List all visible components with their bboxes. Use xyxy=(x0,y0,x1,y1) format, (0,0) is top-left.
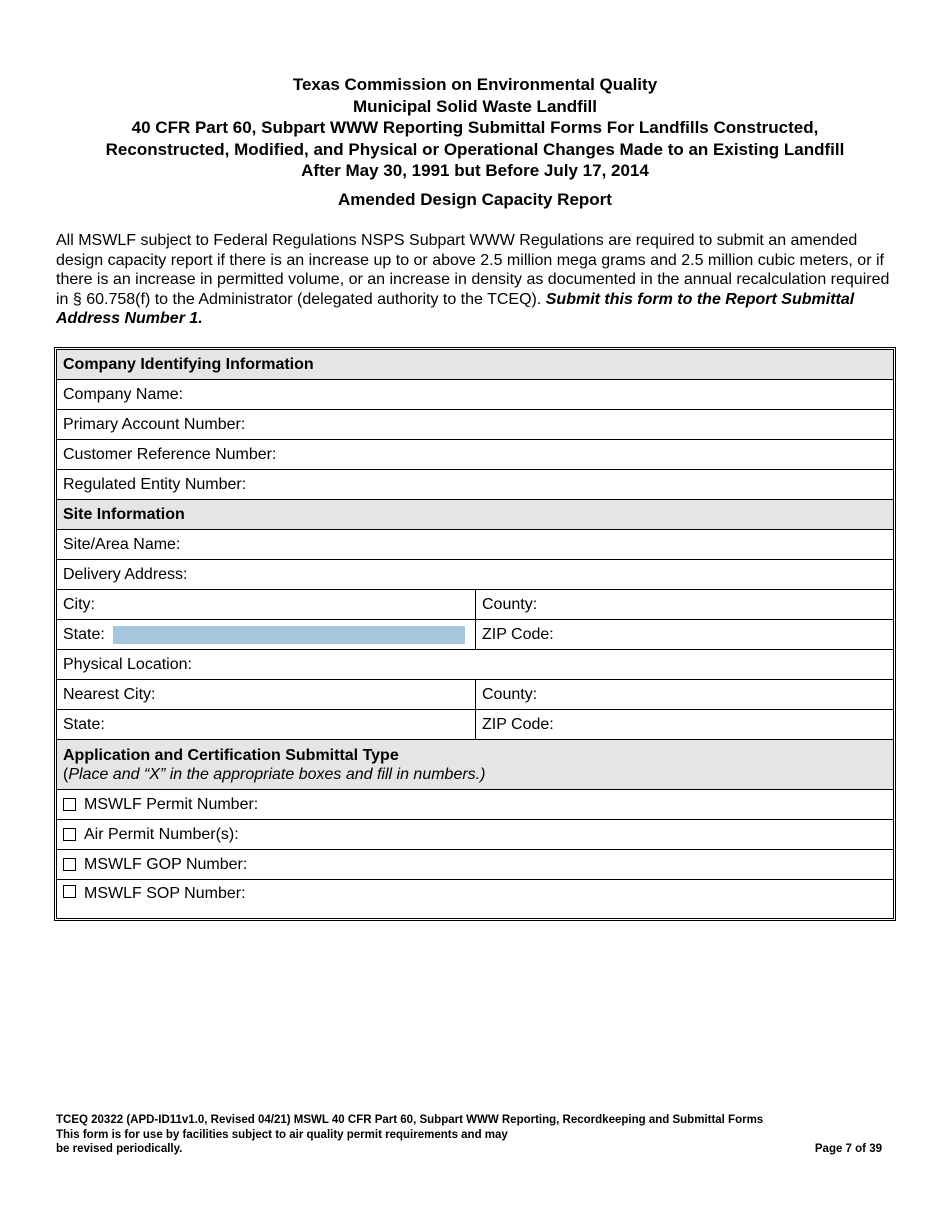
footer-form-id: TCEQ 20322 (APD-ID11v1.0, Revised 04/21) MSWL 40 CFR Part 60, Subpart WWW Reporting, Recordkeeping and Submittal Forms xyxy=(56,1114,764,1126)
primary-account-row[interactable] xyxy=(57,410,893,440)
application-section-label: Application and Certification Submittal Type xyxy=(63,746,399,764)
county-label: County: xyxy=(482,595,538,613)
zip2-field[interactable] xyxy=(476,710,893,739)
mswlf-sop-cell xyxy=(57,880,893,918)
site-area-name-label: Site/Area Name: xyxy=(63,535,181,553)
footer-note: This form is for use by facilities subject to air quality permit requirements and may xyxy=(56,1128,508,1141)
nearest-city-county-row xyxy=(57,680,893,710)
mswlf-sop-checkbox[interactable] xyxy=(63,885,76,898)
company-name-row[interactable] xyxy=(57,380,893,410)
application-note-text: Place and “X” in the appropriate boxes and fill in numbers.) xyxy=(68,765,486,783)
state-zip-row xyxy=(57,620,893,650)
air-permit-label: Air Permit Number(s): xyxy=(84,825,239,843)
company-name-label: Company Name: xyxy=(63,385,184,403)
application-note-paren: ( xyxy=(63,765,69,783)
site-section-label: Site Information xyxy=(63,505,185,523)
page-footer xyxy=(56,1113,882,1157)
page-number: Page 7 of 39 xyxy=(814,1143,882,1155)
mswlf-sop-label: MSWLF SOP Number: xyxy=(84,885,246,902)
city-field[interactable] xyxy=(57,590,476,619)
delivery-address-row[interactable] xyxy=(57,560,893,590)
header-date-range: After May 30, 1991 but Before July 17, 2014 xyxy=(301,161,649,180)
nearest-city-field[interactable] xyxy=(57,680,476,709)
mswlf-permit-cell xyxy=(57,790,893,819)
mswlf-permit-label: MSWLF Permit Number: xyxy=(84,795,259,813)
county2-field[interactable] xyxy=(476,680,893,709)
air-permit-row xyxy=(57,820,893,850)
intro-text: All MSWLF subject to Federal Regulations NSPS Subpart WWW Regulations are required to submit an amended design capacity report if there is an increase up to or above 2.5 million mega grams and 2.5 million cubic meters, or if there is an increase in permitted volume, or an increase in density as documented in the annual recalculation required in § 60.758(f) to the Administrator (delegated authority to the TCEQ). xyxy=(56,232,890,308)
company-section-header xyxy=(57,350,893,380)
regulated-entity-label: Regulated Entity Number: xyxy=(63,475,247,493)
state-input-highlight[interactable] xyxy=(113,626,465,644)
physical-location-label: Physical Location: xyxy=(63,655,192,673)
mswlf-permit-row xyxy=(57,790,893,820)
company-section-label: Company Identifying Information xyxy=(63,355,314,373)
application-section-header xyxy=(57,740,893,790)
air-permit-checkbox[interactable] xyxy=(63,828,76,841)
header-program: Municipal Solid Waste Landfill xyxy=(353,96,597,116)
intro-paragraph xyxy=(56,231,896,329)
state2-field[interactable] xyxy=(57,710,476,739)
mswlf-gop-cell xyxy=(57,850,893,879)
state2-label: State: xyxy=(63,715,105,733)
intro-instruction: Submit this form to the Report Submittal Address Number 1. xyxy=(56,290,855,328)
application-section-note xyxy=(63,765,485,784)
customer-ref-row[interactable] xyxy=(57,440,893,470)
mswlf-gop-checkbox[interactable] xyxy=(63,858,76,871)
mswlf-gop-label: MSWLF GOP Number: xyxy=(84,855,248,873)
header-agency: Texas Commission on Environmental Quality xyxy=(292,75,658,94)
form-title: Amended Design Capacity Report xyxy=(338,190,612,209)
regulated-entity-row[interactable] xyxy=(57,470,893,500)
zip-field[interactable] xyxy=(476,620,893,649)
physical-location-row[interactable] xyxy=(57,650,893,680)
application-section-cell xyxy=(57,740,893,789)
zip2-label: ZIP Code: xyxy=(482,715,554,733)
document-header xyxy=(0,74,950,182)
county-field[interactable] xyxy=(476,590,893,619)
state-label: State: xyxy=(63,625,105,643)
footer-note-cont: be revised periodically. xyxy=(56,1143,183,1155)
city-county-row xyxy=(57,590,893,620)
form-table xyxy=(54,347,896,921)
customer-ref-label: Customer Reference Number: xyxy=(63,445,277,463)
primary-account-label: Primary Account Number: xyxy=(63,415,246,433)
header-regulation: 40 CFR Part 60, Subpart WWW Reporting Submittal Forms For Landfills Constructed, xyxy=(131,118,819,137)
state2-zip2-row xyxy=(57,710,893,740)
mswlf-permit-checkbox[interactable] xyxy=(63,798,76,811)
air-permit-cell xyxy=(57,820,893,849)
nearest-city-label: Nearest City: xyxy=(63,685,156,703)
city-label: City: xyxy=(63,595,95,613)
site-section-header xyxy=(57,500,893,530)
mswlf-sop-row xyxy=(57,880,893,918)
state-field[interactable] xyxy=(57,620,476,649)
delivery-address-label: Delivery Address: xyxy=(63,565,188,583)
zip-label: ZIP Code: xyxy=(482,625,554,643)
site-area-name-row[interactable] xyxy=(57,530,893,560)
county2-label: County: xyxy=(482,685,538,703)
header-regulation-cont: Reconstructed, Modified, and Physical or Operational Changes Made to an Existing Landfill xyxy=(105,139,845,159)
mswlf-gop-row xyxy=(57,850,893,880)
